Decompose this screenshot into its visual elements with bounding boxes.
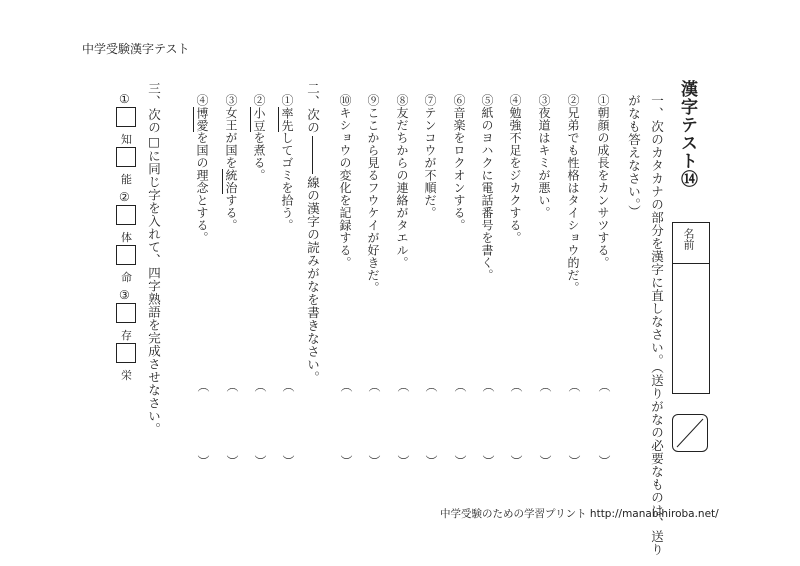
section1-question [567,94,579,294]
question-text-post: を国の理念とする。 [195,131,209,244]
answer-box[interactable] [116,147,136,167]
question-number: ⑧ [395,94,409,107]
answer-box[interactable] [116,343,136,363]
answer-paren-close: ︶ [424,455,438,467]
question-number: ① [280,94,294,107]
answer-paren-close: ︶ [597,455,611,467]
header-label: 中学受験漢字テスト [82,42,190,56]
question-text-post: してゴミを拾う。 [280,131,294,232]
section1-question [481,94,493,282]
answer-paren-close: ︶ [509,455,523,467]
answer-paren-close: ︶ [367,455,381,467]
answer-paren-open: ︵ [281,380,295,392]
answer-field[interactable] [507,394,523,454]
underline-sample-line [312,136,313,174]
section1-question [453,94,465,232]
question-text: 朝顔の成長をカンサツする。 [596,106,610,269]
answer-paren-close: ︶ [225,455,239,467]
answer-field[interactable] [536,394,552,454]
answer-paren-close: ︶ [196,455,210,467]
question-number: ⑦ [423,94,437,107]
answer-paren-open: ︵ [196,380,210,392]
answer-paren-open: ︵ [339,380,353,392]
question-number: ④ [508,94,522,107]
answer-paren-open: ︵ [367,380,381,392]
answer-paren-open: ︵ [509,380,523,392]
question-number: ③ [224,94,238,107]
question-number: ② [252,94,266,107]
answer-paren-open: ︵ [396,380,410,392]
section1-question [597,94,609,269]
section2-instruction-a: 二、次の [305,82,321,134]
section2-question [225,94,237,232]
answer-field[interactable] [337,394,353,454]
answer-paren-open: ︵ [225,380,239,392]
question-text: ここから見るフウケイが好きだ。 [366,106,380,294]
question-number: ① [596,94,610,107]
question-number: ② [566,94,580,107]
question-number: ③ [537,94,551,107]
answer-paren-close: ︶ [339,455,353,467]
section1-question [339,94,351,269]
answer-paren-close: ︶ [453,455,467,467]
kanji-char: 能 [121,173,132,186]
answer-field[interactable] [365,394,381,454]
section2-question [253,94,265,182]
answer-field[interactable] [194,394,210,454]
question-number: ⑩ [338,94,352,107]
score-slash-icon [673,415,707,451]
answer-field[interactable] [394,394,410,454]
answer-field[interactable] [595,394,611,454]
answer-field[interactable] [223,394,239,454]
score-box[interactable] [672,414,708,452]
question-number: ⑥ [452,94,466,107]
answer-paren-close: ︶ [481,455,495,467]
question-number: ⑤ [480,94,494,107]
question-text-pre: 女王が国を [224,106,238,169]
answer-paren-open: ︵ [481,380,495,392]
name-box-divider [673,263,709,264]
section1-question [538,94,550,219]
kanji-char: 命 [121,271,132,284]
answer-box[interactable] [116,107,136,127]
underlined-word: 博愛 [195,106,209,132]
section2-question [196,94,208,244]
item-number: ① [119,92,131,106]
underlined-word: 率先 [280,106,294,132]
question-text: キショウの変化を記録する。 [338,106,352,269]
question-number: ⑨ [366,94,380,107]
question-number: ④ [195,94,209,107]
question-text: 友だちからの連絡がタエル。 [395,106,409,269]
answer-paren-close: ︶ [538,455,552,467]
question-text: 勉強不足をジカクする。 [508,106,522,244]
question-text: 夜道はキミが悪い。 [537,106,551,219]
answer-field[interactable] [279,394,295,454]
answer-paren-close: ︶ [281,455,295,467]
section1-question [424,94,436,219]
section1-question [367,94,379,294]
answer-paren-close: ︶ [396,455,410,467]
section2-instruction-b: 線の漢字の読みがなを書きなさい。 [305,176,321,384]
answer-paren-open: ︵ [424,380,438,392]
answer-paren-close: ︶ [253,455,267,467]
kanji-char: 知 [121,133,132,146]
answer-box[interactable] [116,303,136,323]
kanji-char: 存 [121,329,132,342]
section2-instruction [306,82,319,384]
kanji-char: 栄 [121,369,132,382]
kanji-char: 体 [121,231,132,244]
item-number: ③ [119,288,131,302]
answer-paren-close: ︶ [567,455,581,467]
answer-field[interactable] [479,394,495,454]
footer-text: 中学受験のための学習プリント http://manabihiroba.net/ [440,508,719,520]
answer-box[interactable] [116,245,136,265]
section1-question [509,94,521,244]
section1-instruction-line2: がなも答えなさい。） [626,94,642,218]
underlined-word: 小豆 [252,106,266,132]
question-text: 音楽をロクオンする。 [452,106,466,232]
answer-box[interactable] [116,205,136,225]
answer-paren-open: ︵ [567,380,581,392]
section1-instruction-line1: 一、次のカタカナの部分を漢字に直しなさい。（送りがなの必要なものは、送り [649,94,665,556]
test-title: 漢字テスト⑭ [677,80,697,188]
answer-paren-open: ︵ [453,380,467,392]
underlined-word: 統治 [224,169,238,194]
section3-instruction: 三、次の□に同じ字を入れて、四字熟語を完成させなさい。 [146,82,162,436]
answer-field[interactable] [422,394,438,454]
question-text: 紙のヨハクに電話番号を書く。 [480,106,494,282]
answer-field[interactable] [251,394,267,454]
answer-field[interactable] [451,394,467,454]
answer-field[interactable] [565,394,581,454]
section2-question [281,94,293,232]
answer-paren-open: ︵ [597,380,611,392]
question-text: テンコウが不順だ。 [423,106,437,219]
question-text-post: を煮る。 [252,131,266,182]
section1-question [396,94,408,269]
answer-paren-open: ︵ [253,380,267,392]
question-text-post: する。 [224,194,238,232]
name-label: 名前 [682,228,695,250]
answer-paren-open: ︵ [538,380,552,392]
item-number: ② [119,190,131,204]
question-text: 兄弟でも性格はタイショウ的だ。 [566,106,580,294]
